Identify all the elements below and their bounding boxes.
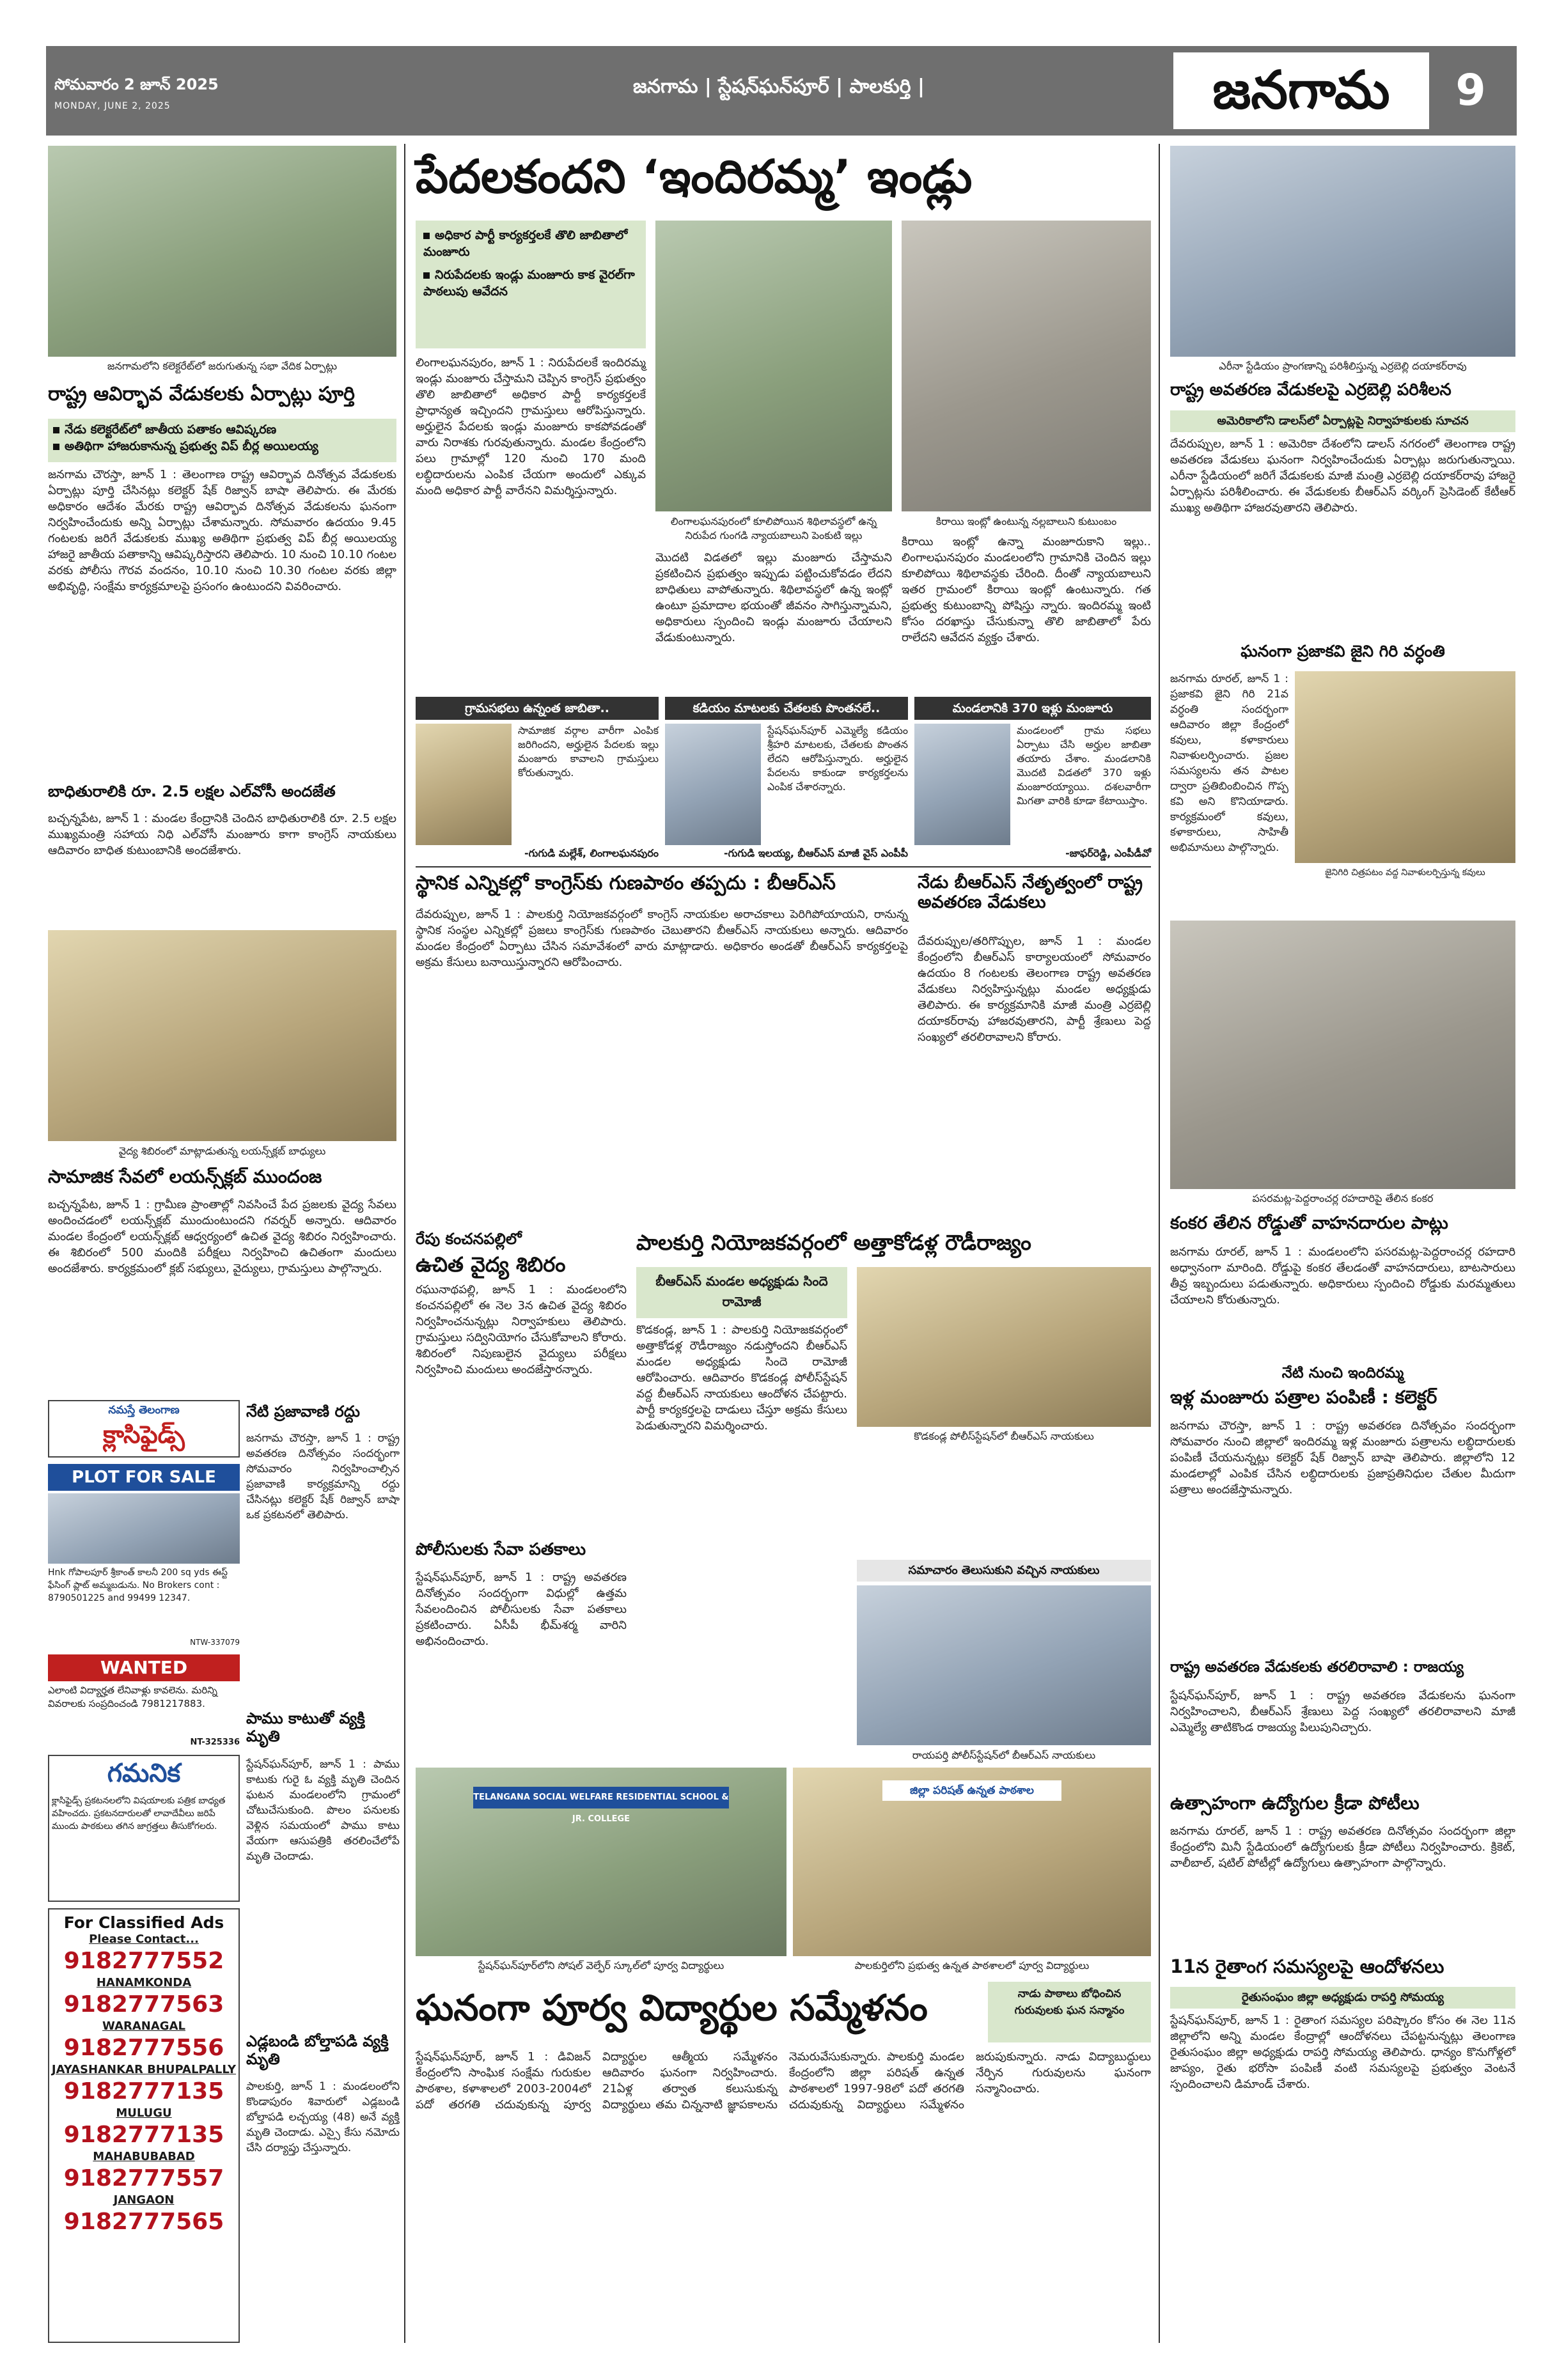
main-body-col2: మొదటి విడతలో ఇల్లు మంజూరు చేస్తామని ప్రకటించిన ప్రభుత్వం ఇప్పుడు పట్టించుకోవడం లేదని బాధితులు వాపోతున్నారు. శిథిలావస్థలో ఉన్న ఇంట్లో ఉంటూ ప్రమాదాల భయంతో జీవనం సాగిస్తున్నామని, అధికారులు స్పందించి ఇండ్లు మంజూరు చేయాలని వేడుకుంటున్నారు. xyxy=(655,551,892,644)
main-headline: పేదలకందని ‘ఇందిరమ్మ’ ఇండ్లు xyxy=(416,150,973,203)
rajaiah-body: స్టేషన్‌ఘన్‌పూర్, జూన్ 1 : రాష్ట్ర అవతరణ వేడుకలను ఘనంగా నిర్వహించాలని, బీఆర్‌ఎస్ శ్రేణులు పెద్ద సంఖ్యలో తరలిరావాలని మాజీ ఎమ్మెల్యే తాటికొండ రాజయ్య పిలుపునిచ్చారు. xyxy=(1170,1689,1515,1734)
quote1-headline: గ్రామసభలు ఉన్నంత జాబితా.. xyxy=(416,697,659,720)
health-camp-headline: ఉచిత వైద్య శిబిరం xyxy=(416,1252,566,1277)
health-camp-kicker: రేపు కంచనపల్లిలో xyxy=(416,1230,522,1248)
column-rule-left xyxy=(404,144,405,2343)
lions-club-body: బచ్చన్నపేట, జూన్ 1 : గ్రామీణ ప్రాంతాల్లో నివసించే పేద ప్రజలకు వైద్య సేవలు అందించడంలో లయన్స్‌క్లబ్ ముందుంటుందని గవర్నర్ అన్నారు. ఆదివారం మండల కేంద్రంలో లయన్స్‌క్లబ్ ఆధ్వర్యంలో ఉచిత వైద్య శిబిరం నిర్వహించారు. ఈ శిబిరంలో 500 మందికి పరీక్షలు నిర్వహించి ఉచితంగా మందులు అందజేశారు. కార్యక్రమంలో క్లబ్ సభ్యులు, వైద్యులు, గ్రామస్తులు పాల్గొన్నారు. xyxy=(48,1198,396,1275)
classified-contacts-box xyxy=(48,1908,240,2343)
quote1-body: సామాజిక వర్గాల వారీగా ఎంపిక జరిగిందని, అర్హులైన పేదలకు ఇల్లు మంజూరు కావాలని గ్రామస్తులు కోరుతున్నారు. xyxy=(518,724,659,779)
masthead-date xyxy=(54,75,310,120)
arena-stadium-caption: ఎరీనా స్టేడియం ప్రాంగణాన్ని పరిశీలిస్తున్న ఎర్రబెల్లి దయాకర్‌రావు xyxy=(1219,360,1467,372)
alumni-photo-2-caption: పాలకుర్తిలోని ప్రభుత్వ ఉన్నత పాఠశాలలో పూర్వ విద్యార్థులు xyxy=(854,1959,1090,1972)
plot-sale-code: NTW-337079 xyxy=(190,1638,240,1647)
palakurthi-subhead-2: సమాచారం తెలుసుకుని వచ్చిన నాయకులు xyxy=(857,1560,1151,1582)
gravel-road-body: జనగామ రూరల్, జూన్ 1 : మండలంలోని పసరమట్ల-పెద్దరాంచర్ల రహదారి అధ్వానంగా మారింది. రోడ్డుపై కంకర తేలడంతో వాహనదారులు, బాటసారులు తీవ్ర ఇబ్బందులు పడుతున్నారు. అధికారులు స్పందించి రోడ్డుకు మరమ్మతులు చేయాలని కోరుతున్నారు. xyxy=(1170,1245,1515,1307)
brs-elections-body: దేవరుప్పుల, జూన్ 1 : పాలకుర్తి నియోజకవర్గంలో కాంగ్రెస్ నాయకుల అరాచకాలు పెరిగిపోయాయని, రానున్న స్థానిక సంస్థల ఎన్నికల్లో ప్రజలు కాంగ్రెస్‌కు గుణపాఠం చెబుతారని బీఆర్‌ఎస్ నాయకులు అన్నారు. ఆదివారం మండల కేంద్రంలో ఏర్పాటు చేసిన సమావేశంలో వారు మాట్లాడారు. అధికారం అండతో బీఆర్‌ఎస్ కార్యకర్తలపై అక్రమ కేసులు బనాయిస్తున్నారని ఆరోపించారు. xyxy=(416,908,908,969)
alumni-photo-2 xyxy=(793,1768,1151,1956)
formation-day-bullets xyxy=(48,419,396,462)
school-banner: జిల్లా పరిషత్ ఉన్నత పాఠశాల xyxy=(882,1780,1061,1801)
bullet-square-icon xyxy=(53,427,59,433)
palakurthi-subhead: బీఆర్‌ఎస్ మండల అధ్యక్షుడు సిందె రామోజీ xyxy=(636,1267,847,1318)
collapsed-house-caption: లింగాలఘనపురంలో కూలిపోయిన శిథిలావస్థలో ఉన్న నిరుపేద గుంగడి న్యాయబాలుని పెంకుటి ఇల్లు xyxy=(670,515,877,541)
errabelli-inspection-subhead: అమెరికాలోని డాలస్‌లో ఏర్పాట్లపై నిర్వాహకులకు సూచన xyxy=(1170,410,1515,432)
rented-house-photo xyxy=(902,221,1151,511)
jaini-giri-photo-caption: జైనిగిరి చిత్రపటం వద్ద నివాళులర్పిస్తున్న కవులు xyxy=(1325,867,1485,878)
bullet-square-icon xyxy=(423,272,430,279)
formation-day-body: జనగామ చౌరస్తా, జూన్ 1 : తెలంగాణ రాష్ట్ర ఆవిర్భావ దినోత్సవ వేడుకలకు ఏర్పాట్లు పూర్తి చేసినట్లు కలెక్టర్ షేక్ రిజ్వాన్ బాషా తెలిపారు. ఈ మేరకు అధికారం ఆదేశం మేరకు రాష్ట్ర ఆవిర్భావ దినోత్సవ వేడుకలను ఘనంగా నిర్వహించేందుకు అన్ని ఏర్పాట్లు చేశామన్నారు. సోమవారం ఉదయం 9.45 గంటలకు జరిగే వేడుకలకు ముఖ్య అతిథిగా ప్రభుత్వ విప్ బీర్ల అయిలయ్య హాజరై జాతీయ పతాకాన్ని ఆవిష్కరిస్తారని తెలిపారు. 10 నుంచి 10.10 గంటల వరకు పోలీసు గౌరవ వందనం, 10.10 నుంచి 10.30 గంటల వరకు జిల్లా అభివృద్ధి, సంక్షేమ కార్యక్రమాలపై ప్రసంగం ఉంటుందని వివరించారు. xyxy=(48,468,396,593)
contact-city: MAHABUBABAD xyxy=(93,2150,195,2163)
formation-day-headline: రాష్ట్ర ఆవిర్భావ వేడుకలకు ఏర్పాట్లు పూర్తి xyxy=(48,383,355,405)
contact-number[interactable]: 9182777563 xyxy=(63,1991,224,2018)
farmers-protest-body: స్టేషన్‌ఘన్‌పూర్, జూన్ 1 : రైతాంగ సమస్యల పరిష్కారం కోసం ఈ నెల 11న జిల్లాలోని అన్ని మండల కేంద్రాల్లో ఆందోళనలు చేపట్టనున్నట్లు తెలంగాణ రైతుసంఘం జిల్లా అధ్యక్షుడు రాపర్తి సోమయ్య తెలిపారు. ధాన్యం కొనుగోళ్లలో జాప్యం, రైతు భరోసా పంపిణీ వంటి సమస్యలపై ప్రభుత్వం వెంటనే స్పందించాలని డిమాండ్ చేశారు. xyxy=(1170,2014,1515,2091)
errabelli-inspection-headline: రాష్ట్ర అవతరణ వేడుకలపై ఎర్రబెల్లి పరిశీలన xyxy=(1170,380,1451,400)
brs-celebration-headline: నేడు బీఆర్‌ఎస్ నేతృత్వంలో రాష్ట్ర అవతరణ వేడుకలు xyxy=(918,873,1143,913)
page-number: 9 xyxy=(1455,65,1486,116)
indiramma-headline: ఇళ్ల మంజూరు పత్రాల పంపిణీ : కలెక్టర్ xyxy=(1170,1387,1437,1408)
plot-photo xyxy=(48,1493,240,1564)
farmers-protest-subhead: రైతుసంఘం జిల్లా అధ్యక్షుడు రాపర్తి సోమయ్య xyxy=(1170,1987,1515,2009)
contacts-subheading: Please Contact... xyxy=(89,1933,199,1946)
brs-elections-headline: స్థానిక ఎన్నికల్లో కాంగ్రెస్‌కు గుణపాఠం తప్పదు : బీఆర్‌ఎస్ xyxy=(416,872,836,894)
quote3-headline: మండలానికి 370 ఇళ్లు మంజూరు xyxy=(914,697,1151,720)
formation-bullet xyxy=(53,438,391,455)
main-body-col3: కిరాయి ఇంట్లో ఉన్నా మంజూరుకాని ఇల్లు.. లింగాలఘనపురం మండలంలోని గ్రామానికి చెందిన ఇల్లు కూలిపోయి శిథిలావస్థకు చేరింది. దీంతో న్యాయబాలుని ఇతర గ్రామంలో కిరాయి ఇంట్లో ఉంటున్నారు. గత ప్రభుత్వ కుటుంబాన్ని పోషిస్తు న్నారు. ఇందిరమ్మ ఇంటి కోసం దరఖాస్తు చేసుకున్నా తొలి జాబితాలో పేరు రాలేదని ఆవేదన వ్యక్తం చేశారు. xyxy=(902,535,1151,644)
wanted-heading: WANTED xyxy=(48,1654,240,1681)
prajavani-cancel-headline: నేటి ప్రజావాణి రద్దు xyxy=(246,1403,360,1420)
formation-bullet xyxy=(53,421,391,438)
snakebite-headline: పాము కాటుతో వ్యక్తి మృతి xyxy=(246,1709,365,1745)
contacts-heading: For Classified Ads xyxy=(63,1913,224,1932)
collapsed-house-photo xyxy=(655,221,892,511)
quote2-headline: కడియం మాటలకు చేతలకు పొంతనలే.. xyxy=(665,697,908,720)
palakurthi-headline: పాలకుర్తి నియోజకవర్గంలో అత్తాకోడళ్ల రౌడీరాజ్యం xyxy=(636,1230,1031,1255)
alumni-headline: ఘనంగా పూర్వ విద్యార్థుల సమ్మేళనం xyxy=(416,1987,928,2029)
classifieds-header: నమస్తే తెలంగాణ xyxy=(108,1404,180,1417)
loc-body: బచ్చన్నపేట, జూన్ 1 : మండల కేంద్రానికి చెందిన బాధితురాలికి రూ. 2.5 లక్షల ముఖ్యమంత్రి సహాయ నిధి ఎల్‌వోసీ మంజూరు కాగా కాంగ్రెస్ నాయకులు ఆదివారం బాధిత కుటుంబానికి అందజేశారు. xyxy=(48,812,396,857)
alumni-tag: నాడు పాఠాలు బోధించిన గురువులకు ఘన సన్మానం xyxy=(988,1982,1151,2042)
alumni-photo-1-caption: స్టేషన్‌ఘన్‌పూర్‌లోని సోషల్ వెల్ఫేర్ స్కూల్‌లో పూర్వ విద్యార్థులు xyxy=(478,1959,724,1972)
bullet-square-icon xyxy=(53,444,59,450)
jaini-giri-body: జనగామ రూరల్, జూన్ 1 : ప్రజాకవి జైని గిరి 21వ వర్ధంతి సందర్భంగా ఆదివారం జిల్లా కేంద్రంలో కవులు, కళాకారులు నివాళులర్పించారు. ప్రజల సమస్యలను తన పాటల ద్వారా ప్రతిబింబించిన గొప్ప కవి అని కొనియాడారు. కార్యక్రమంలో కవులు, కళాకారులు, సాహితీ అభిమానులు పాల్గొన్నారు. xyxy=(1170,673,1288,854)
brs-celebration-body: దేవరుప్పుల/తరిగొప్పుల, జూన్ 1 : మండల కేంద్రంలోని బీఆర్‌ఎస్ కార్యాలయంలో సోమవారం ఉదయం 8 గంటలకు తెలంగాణ రాష్ట్ర అవతరణ వేడుకలు నిర్వహిస్తున్నట్లు మండల అధ్యక్షుడు తెలిపారు. ఈ కార్యక్రమానికి మాజీ మంత్రి ఎర్రబెల్లి దయాకర్‌రావు హాజరవుతారని, పార్టీ శ్రేణులు పెద్ద సంఖ్యలో తరలిరావాలని కోరారు. xyxy=(918,935,1151,1044)
gravel-road-headline: కంకర తేలిన రోడ్డుతో వాహనదారుల పాట్లు xyxy=(1170,1213,1448,1233)
plot-sale-text: Hnk గోపాలపూర్ శ్రీకాంత్ కాలనీ 200 sq yds ఈస్ట్ ఫేసింగ్ ప్లాట్ అమ్మబడును. No Brokers cont : 8790501225 and 99499 12347. xyxy=(48,1567,228,1603)
lions-club-photo-caption: వైద్య శిబిరంలో మాట్లాడుతున్న లయన్స్‌క్లబ్ బాధ్యులు xyxy=(118,1145,326,1157)
sports-meet-headline: ఉత్సాహంగా ఉద్యోగుల క్రీడా పోటీలు xyxy=(1170,1793,1420,1814)
classifieds-banner xyxy=(48,1400,240,1458)
farmers-protest-headline: 11న రైతాంగ సమస్యలపై ఆందోళనలు xyxy=(1170,1956,1444,1977)
notice-heading: గమనిక xyxy=(107,1759,181,1788)
contact-city: HANAMKONDA xyxy=(96,1976,192,1989)
indiramma-kicker: నేటి నుంచి ఇందిరమ్మ xyxy=(1281,1365,1404,1381)
quote1-portrait xyxy=(416,724,512,845)
contact-city: MULUGU xyxy=(116,2106,172,2120)
contact-number[interactable]: 9182777557 xyxy=(63,2165,224,2191)
palakurthi-body-1: కొడకండ్ల, జూన్ 1 : పాలకుర్తి నియోజకవర్గంలో అత్తాకోడళ్ల రౌడీరాజ్యం నడుస్తోందని బీఆర్‌ఎస్ మండల అధ్యక్షుడు సిందె రామోజీ ఆరోపించారు. ఆదివారం కొడకండ్ల పోలీస్‌స్టేషన్ వద్ద బీఆర్‌ఎస్ నాయకులు ఆందోళన చేపట్టారు. పార్టీ కార్యకర్తలపై దాడులు చేస్తూ అక్రమ కేసులు పెడుతున్నారని విమర్శించారు. xyxy=(636,1323,847,1433)
alumni-body: స్టేషన్‌ఘన్‌పూర్, జూన్ 1 : డివిజన్ కేంద్రంలోని సాంఘిక సంక్షేమ గురుకుల పాఠశాల, కళాశాలలో 2003-2004లో పదో తరగతి చదువుకున్న పూర్వ విద్యార్థుల ఆత్మీయ సమ్మేళనం ఆదివారం ఘనంగా నిర్వహించారు. 21ఏళ్ల తర్వాత కలుసుకున్న విద్యార్థులు తమ చిన్ననాటి జ్ఞాపకాలను నెమరువేసుకున్నారు. పాలకుర్తి మండల కేంద్రంలోని జిల్లా పరిషత్ ఉన్నత పాఠశాలలో 1997-98లో పదో తరగతి చదువుకున్న విద్యార్థులు సమ్మేళనం జరుపుకున్నారు. నాడు విద్యాబుద్ధులు నేర్పిన గురువులను ఘనంగా సన్మానించారు. xyxy=(416,2050,1151,2112)
contact-number[interactable]: 9182777135 xyxy=(63,2078,224,2104)
jaini-giri-headline: ఘనంగా ప్రజాకవి జైని గిరి వర్ధంతి xyxy=(1240,642,1445,660)
notice-text: క్లాసిఫైడ్స్ ప్రకటనలలోని విషయాలకు పత్రిక బాధ్యత వహించదు. ప్రకటనదారులతో లావాదేవీలు జరిపే ముందు పాఠకులు తగిన జాగ్రత్తలు తీసుకోగలరు. xyxy=(52,1796,226,1832)
main-bullet xyxy=(423,227,638,260)
arena-stadium-photo xyxy=(1170,146,1515,357)
sports-meet-body: జనగామ రూరల్, జూన్ 1 : రాష్ట్ర అవతరణ దినోత్సవం సందర్భంగా జిల్లా కేంద్రంలోని మినీ స్టేడియంలో ఉద్యోగులకు క్రీడా పోటీలు నిర్వహించారు. క్రికెట్, వాలీబాల్, షటిల్ పోటీల్లో ఉద్యోగులు ఉత్సాహంగా పాల్గొన్నారు. xyxy=(1170,1824,1515,1870)
wanted-code: NT-325336 xyxy=(190,1738,240,1747)
quote3-portrait xyxy=(914,724,1010,845)
rayaparthi-station-caption: రాయపర్తి పోలీస్‌స్టేషన్‌లో బీఆర్‌ఎస్ నాయకులు xyxy=(912,1749,1096,1761)
police-medals-headline: పోలీసులకు సేవా పతకాలు xyxy=(416,1540,586,1559)
masthead-brand: జనగామ xyxy=(1173,52,1429,129)
bullet-text: నిరుపేదలకు ఇండ్లు మంజూరు కాక వైరల్‌గా పాఠలుపు ఆవేదన xyxy=(423,268,635,299)
contact-city: WARANAGAL xyxy=(102,2019,185,2033)
bullet-text: అతిథిగా హాజరుకానున్న ప్రభుత్వ విప్ బీర్ల అయిలయ్య xyxy=(65,439,318,453)
bullock-cart-headline: ఎడ్లబండి బోల్తాపడి వ్యక్తి మృతి xyxy=(246,2032,389,2068)
quote1-byline: -గుగుడి మల్లేశ్, లింగాలఘనపురం xyxy=(524,847,659,859)
contact-number[interactable]: 9182777552 xyxy=(63,1948,224,1974)
alumni-photo-1 xyxy=(416,1768,786,1956)
plot-sale-heading: PLOT FOR SALE xyxy=(48,1464,240,1491)
gravel-road-caption: పసరమట్ల-పెద్దరాంచర్ల రహదారిపై తేలిన కంకర xyxy=(1252,1192,1434,1204)
kodakandla-station-photo xyxy=(857,1267,1151,1427)
date-telugu: సోమవారం 2 జూన్ 2025 xyxy=(54,75,219,93)
prajavani-cancel-body: జనగామ చౌరస్తా, జూన్ 1 : రాష్ట్ర అవతరణ దినోత్సవం సందర్భంగా సోమవారం నిర్వహించాల్సిన ప్రజావాణి కార్యక్రమాన్ని రద్దు చేసినట్లు కలెక్టర్ షేక్ రిజ్వాన్ బాషా ఒక ప్రకటనలో తెలిపారు. xyxy=(246,1432,400,1521)
health-camp-body: రఘునాథపల్లి, జూన్ 1 : మండలంలోని కంచనపల్లిలో ఈ నెల 3న ఉచిత వైద్య శిబిరం నిర్వహించనున్నట్లు నిర్వాహకులు తెలిపారు. గ్రామస్తులు సద్వినియోగం చేసుకోవాలని కోరారు. శిబిరంలో నిపుణులైన వైద్యులు పరీక్షలు నిర్వహించి మందులు అందజేస్తారన్నారు. xyxy=(416,1283,627,1376)
wanted-text: ఎలాంటి విద్యార్హత లేనివాళ్లు కావలెను. మరిన్ని వివరాలకు సంప్రదించండి 7981217883. xyxy=(48,1684,217,1709)
quote2-byline: -గుగుడి ఇలయ్య, బీఆర్‌ఎస్ మాజీ వైస్ ఎంపీపీ xyxy=(723,847,908,859)
lions-club-headline: సామాజిక సేవలో లయన్స్‌క్లబ్ ముందంజ xyxy=(48,1166,322,1187)
main-bullets xyxy=(416,221,646,348)
gravel-road-photo xyxy=(1170,921,1515,1189)
contact-city: JANGAON xyxy=(113,2193,175,2207)
jaini-giri-photo xyxy=(1295,671,1515,863)
kodakandla-station-caption: కొడకండ్ల పోలీస్‌స్టేషన్‌లో బీఆర్‌ఎస్ నాయకులు xyxy=(914,1430,1094,1442)
rented-house-caption: కిరాయి ఇంట్లో ఉంటున్న నల్లబాలుని కుటుంబం xyxy=(935,515,1117,527)
police-medals-body: స్టేషన్‌ఘన్‌పూర్, జూన్ 1 : రాష్ట్ర అవతరణ దినోత్సవం సందర్భంగా విధుల్లో ఉత్తమ సేవలందించిన పోలీసులకు సేవా పతకాలు ప్రకటించారు. ఏసీపీ భీమ్‌శర్మ వారిని అభినందించారు. xyxy=(416,1571,627,1648)
rayaparthi-station-photo xyxy=(857,1585,1151,1745)
quote3-body: మండలంలో గ్రామ సభలు ఏర్పాటు చేసి అర్హుల జాబితా తయారు చేశాం. మండలానికి మొదటి విడతలో 370 ఇళ్లు మంజూరయ్యాయి. దశలవారీగా మిగతా వారికి కూడా కేటాయిస్తాం. xyxy=(1017,724,1151,807)
contact-number[interactable]: 9182777556 xyxy=(63,2035,224,2061)
masthead-categories: జనగామ | స్టేషన్‌ఘన్‌పూర్ | పాలకుర్తి | xyxy=(633,75,925,98)
quote2-body: స్టేషన్‌ఘన్‌పూర్ ఎమ్మెల్యే కడియం శ్రీహరి మాటలకు, చేతలకు పొంతన లేదని ఆరోపిస్తున్నారు. అర్హులైన పేదలను కాకుండా కార్యకర్తలను ఎంపిక చేశారన్నారు. xyxy=(767,724,908,793)
contact-city: JAYASHANKAR BHUPALPALLY xyxy=(51,2063,237,2076)
classifieds-title: క్లాసిఫైడ్స్ xyxy=(103,1420,185,1449)
section-divider xyxy=(416,866,1151,867)
rajaiah-headline: రాష్ట్ర అవతరణ వేడుకలకు తరలిరావాలి : రాజయ్య xyxy=(1170,1659,1464,1676)
indiramma-body: జనగామ చౌరస్తా, జూన్ 1 : రాష్ట్ర అవతరణ దినోత్సవం సందర్భంగా సోమవారం నుంచి జిల్లాలో ఇందిరమ్మ ఇళ్ల మంజూరు పత్రాలను లబ్ధిదారులకు పంపిణీ చేయనున్నట్లు కలెక్టర్ షేక్ రిజ్వాన్ బాషా తెలిపారు. జిల్లాలోని 12 మండలాల్లో ఎంపిక చేసిన లబ్ధిదారులకు ప్రజాప్రతినిధుల చేతుల మీదుగా పత్రాలు అందజేస్తామన్నారు. xyxy=(1170,1419,1515,1497)
school-signboard: TELANGANA SOCIAL WELFARE RESIDENTIAL SCHOOL & JR. COLLEGE xyxy=(473,1787,729,1808)
collectorate-photo xyxy=(48,146,396,357)
lions-club-photo xyxy=(48,930,396,1141)
snakebite-body: స్టేషన్‌ఘన్‌పూర్, జూన్ 1 : పాము కాటుకు గురై ఓ వ్యక్తి మృతి చెందిన ఘటన మండలంలోని గ్రామంలో చోటుచేసుకుంది. పొలం పనులకు వెళ్లిన సమయంలో పాము కాటు వేయగా ఆసుపత్రికి తరలించేలోపే మృతి చెందాడు. xyxy=(246,1758,400,1863)
collectorate-photo-caption: జనగామలోని కలెక్టరేట్‌లో జరుగుతున్న సభా వేదిక ఏర్పాట్లు xyxy=(107,360,338,372)
bullet-text: నేడు కలెక్టరేట్‌లో జాతీయ పతాకం ఆవిష్కరణ xyxy=(65,423,277,437)
date-english: MONDAY, JUNE 2, 2025 xyxy=(54,101,171,111)
quote2-portrait xyxy=(665,724,761,845)
contact-number[interactable]: 9182777565 xyxy=(63,2209,224,2235)
main-bullet xyxy=(423,267,638,300)
column-rule-right xyxy=(1159,144,1160,2343)
bullock-cart-body: పాలకుర్తి, జూన్ 1 : మండలంలోని కొండాపురం శివారులో ఎడ్లబండి బోల్తాపడి లచ్చయ్య (48) అనే వ్యక్తి మృతి చెందాడు. ఎస్సై కేసు నమోదు చేసి దర్యాప్తు చేస్తున్నారు. xyxy=(246,2080,400,2154)
notice-box xyxy=(48,1755,240,1902)
bullet-text: అధికార పార్టీ కార్యకర్తలకే తొలి జాబితాలో మంజూరు xyxy=(423,228,628,259)
loc-headline: బాధితురాలికి రూ. 2.5 లక్షల ఎల్‌వోసీ అందజేత xyxy=(48,782,336,800)
contact-number[interactable]: 9182777135 xyxy=(63,2122,224,2148)
main-body-col1: లింగాలఘనపురం, జూన్ 1 : నిరుపేదలకే ఇందిరమ్మ ఇండ్లు మంజూరు చేస్తామని చెప్పిన కాంగ్రెస్ ప్రభుత్వం తొలి జాబితాలో అధికార పార్టీ కార్యకర్తలకే ప్రాధాన్యత ఇచ్చిందని గ్రామస్తులు ఆరోపిస్తున్నారు. అర్హులైన పేదలకు ఇండ్లు మంజూరు కాకపోవడంతో వారు నిరాశకు గురవుతున్నారు. మండల కేంద్రంలోని పలు గ్రామాల్లో 120 నుంచి 170 మంది లబ్ధిదారులను ఎంపిక చేయగా అందులో ఎక్కువ మంది అధికార పార్టీ వారేనని విమర్శిస్తున్నారు. xyxy=(416,356,646,497)
errabelli-inspection-body: దేవరుప్పుల, జూన్ 1 : అమెరికా దేశంలోని డాలస్ నగరంలో తెలంగాణ రాష్ట్ర అవతరణ వేడుకలు ఘనంగా నిర్వహించేందుకు ఏర్పాట్లు జరుగుతున్నాయి. ఎరీనా స్టేడియంలో జరిగే వేడుకలకు మాజీ మంత్రి ఎర్రబెల్లి దయాకర్‌రావు హాజరై ఏర్పాట్లను పరిశీలించారు. ఈ వేడుకలకు బీఆర్‌ఎస్ వర్కింగ్ ప్రెసిడెంట్ కేటీఆర్ ముఖ్య అతిథిగా హాజరవుతారని తెలిపారు. xyxy=(1170,437,1515,515)
bullet-square-icon xyxy=(423,233,430,239)
quote3-byline: -జాఫర్‌రెడ్డి, ఎంపీడీవో xyxy=(1065,847,1151,859)
